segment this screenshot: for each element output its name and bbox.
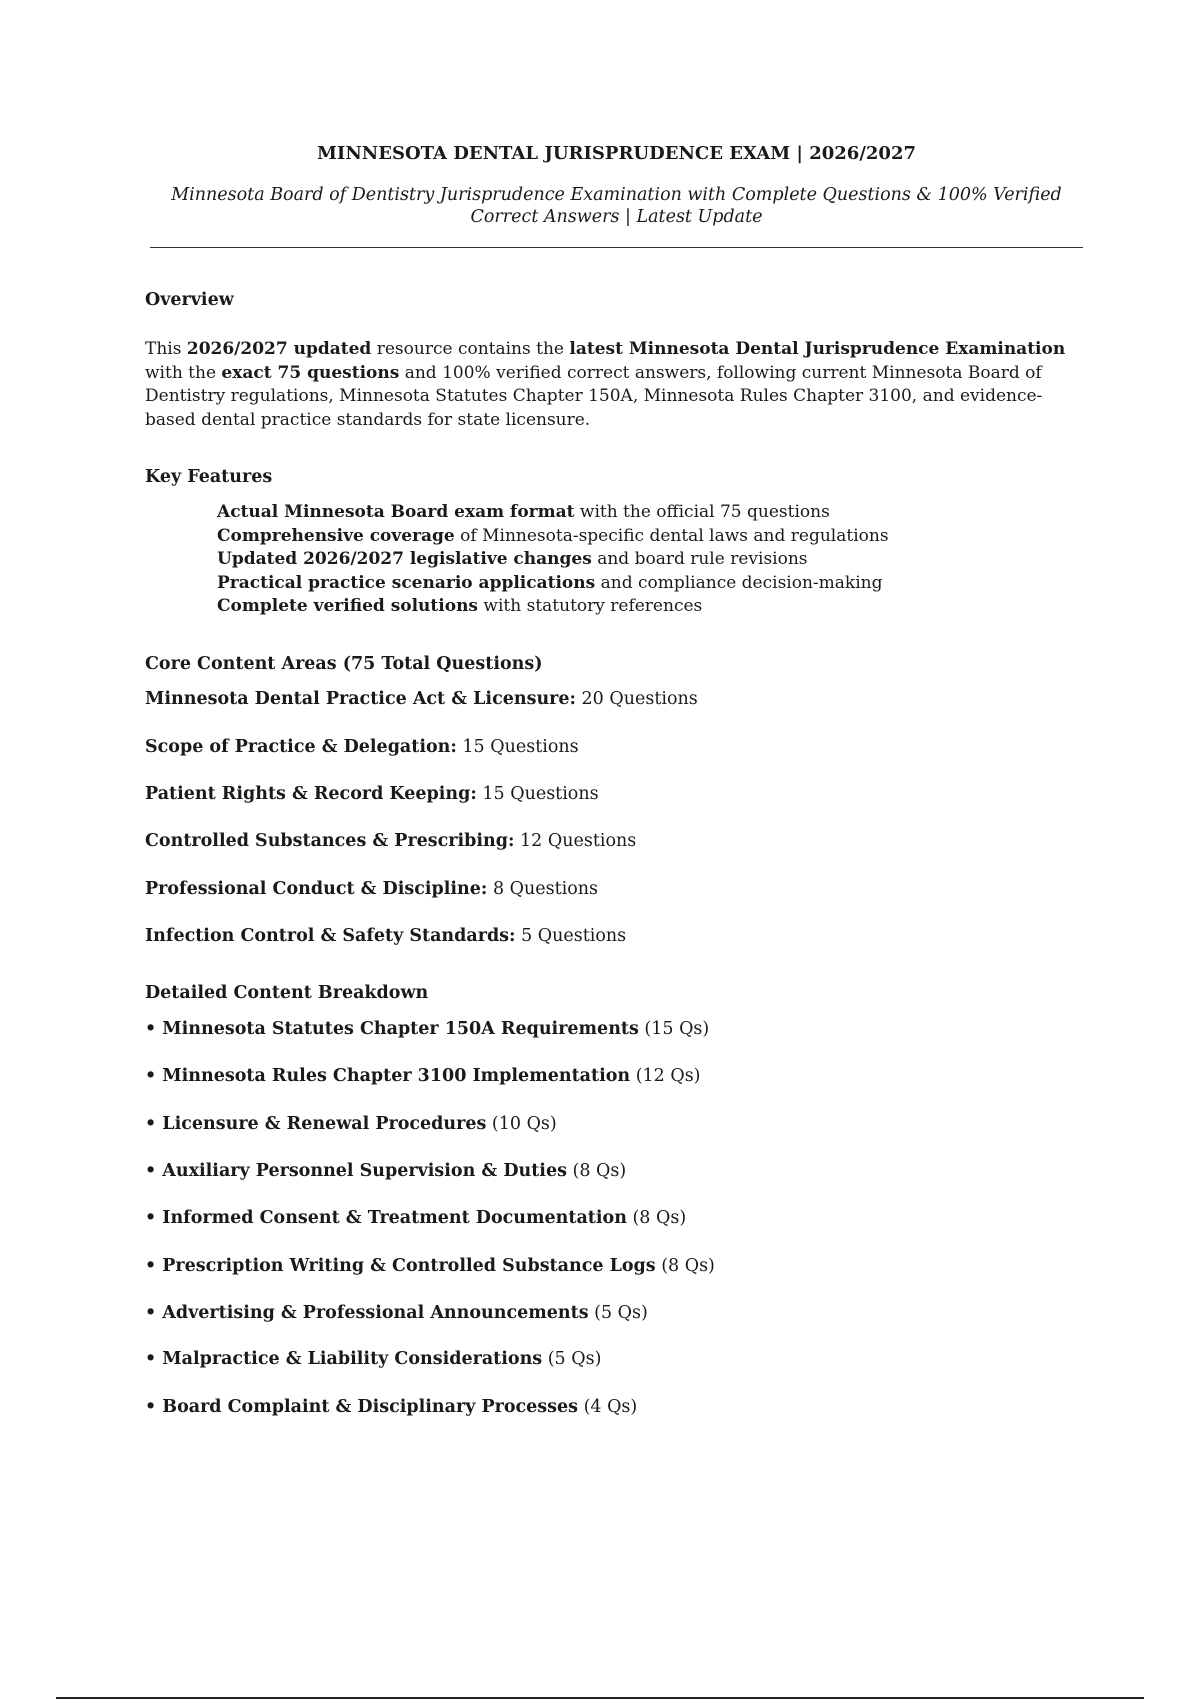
feature-bold: Actual Minnesota Board exam format — [217, 502, 575, 522]
breakdown-count: (8 Qs) — [566, 1161, 627, 1181]
feature-item — [217, 525, 1077, 549]
key-features-list — [217, 501, 1077, 619]
subtitle-line-1: Minnesota Board of Dentistry Jurisprudence Examination with Complete Questions & 100% Verified — [171, 185, 1062, 205]
breakdown-label: • Auxiliary Personnel Supervision & Duties — [145, 1161, 567, 1181]
feature-bold: Complete verified solutions — [217, 596, 479, 616]
core-area-item — [145, 879, 598, 899]
overview-text-4: and 100% verified correct answers, following current Minnesota Board of Dentistry regulations, Minnesota Statutes Chapter 150A, Minnesota Rules Chapter 3100, and evidence-based dental practice standards for state licensure. — [145, 362, 1043, 430]
breakdown-heading: Detailed Content Breakdown — [145, 983, 429, 1003]
feature-item — [217, 548, 1077, 572]
core-area-label: Minnesota Dental Practice Act & Licensure: — [145, 689, 576, 709]
feature-item — [217, 501, 1077, 525]
breakdown-label: • Board Complaint & Disciplinary Processes — [145, 1397, 578, 1417]
overview-paragraph — [145, 338, 1075, 432]
header-divider — [150, 247, 1083, 248]
overview-bold-1: 2026/2027 updated — [186, 339, 372, 359]
core-area-label: Infection Control & Safety Standards: — [145, 926, 516, 946]
feature-text: and board rule revisions — [591, 549, 808, 569]
document-subtitle — [150, 184, 1083, 228]
breakdown-item — [145, 1303, 648, 1323]
core-area-count: 15 Questions — [456, 737, 579, 757]
breakdown-label: • Malpractice & Liability Considerations — [145, 1349, 543, 1369]
feature-item — [217, 595, 1077, 619]
breakdown-count: (5 Qs) — [588, 1303, 648, 1323]
breakdown-label: • Advertising & Professional Announcements — [145, 1303, 589, 1323]
overview-heading: Overview — [145, 290, 234, 310]
breakdown-item — [145, 1161, 626, 1181]
core-area-count: 12 Questions — [514, 831, 637, 851]
breakdown-label: • Licensure & Renewal Procedures — [145, 1114, 487, 1134]
breakdown-item — [145, 1256, 715, 1276]
feature-bold: Comprehensive coverage — [217, 525, 455, 546]
core-areas-heading: Core Content Areas (75 Total Questions) — [145, 654, 543, 674]
breakdown-item — [145, 1114, 557, 1134]
feature-item — [217, 572, 1077, 596]
core-area-label: Scope of Practice & Delegation: — [145, 737, 457, 757]
breakdown-label: • Minnesota Rules Chapter 3100 Implementation — [145, 1066, 631, 1086]
feature-text: of Minnesota-specific dental laws and regulations — [454, 525, 889, 546]
breakdown-label: • Prescription Writing & Controlled Substance Logs — [145, 1256, 656, 1276]
breakdown-count: (10 Qs) — [486, 1114, 557, 1134]
breakdown-count: (12 Qs) — [630, 1066, 701, 1086]
core-area-label: Controlled Substances & Prescribing: — [145, 831, 515, 851]
breakdown-label: • Informed Consent & Treatment Documentation — [145, 1208, 627, 1228]
core-area-item — [145, 926, 626, 946]
core-area-label: Patient Rights & Record Keeping: — [145, 784, 477, 804]
breakdown-count: (8 Qs) — [626, 1208, 687, 1228]
breakdown-item — [145, 1349, 601, 1369]
overview-text-1: This — [145, 339, 187, 359]
core-area-count: 8 Questions — [487, 879, 599, 899]
document-title: MINNESOTA DENTAL JURISPRUDENCE EXAM | 2026/2027 — [316, 143, 917, 164]
core-area-count: 15 Questions — [476, 784, 599, 804]
breakdown-count: (15 Qs) — [638, 1019, 710, 1039]
breakdown-count: (4 Qs) — [578, 1397, 638, 1417]
breakdown-count: (5 Qs) — [542, 1349, 602, 1369]
footer-divider — [56, 1697, 1144, 1699]
feature-text: with statutory references — [478, 596, 703, 616]
core-area-count: 5 Questions — [515, 926, 627, 946]
core-area-item — [145, 784, 599, 804]
subtitle-line-2: Correct Answers | Latest Update — [470, 207, 763, 227]
core-area-item — [145, 831, 636, 851]
overview-text-3: with the — [145, 362, 222, 383]
breakdown-label: • Minnesota Statutes Chapter 150A Requirements — [145, 1019, 639, 1039]
feature-bold: Practical practice scenario applications — [217, 572, 596, 593]
core-area-item — [145, 689, 698, 709]
breakdown-item — [145, 1066, 701, 1086]
breakdown-count: (8 Qs) — [655, 1256, 715, 1276]
breakdown-item — [145, 1397, 637, 1417]
core-area-label: Professional Conduct & Discipline: — [145, 879, 488, 899]
overview-bold-3: exact 75 questions — [221, 362, 400, 383]
core-area-count: 20 Questions — [575, 689, 698, 709]
key-features-heading: Key Features — [145, 467, 273, 487]
breakdown-item — [145, 1019, 709, 1039]
feature-bold: Updated 2026/2027 legislative changes — [217, 549, 592, 569]
core-area-item — [145, 737, 579, 757]
overview-bold-2: latest Minnesota Dental Jurisprudence Examination — [569, 339, 1066, 359]
feature-text: with the official 75 questions — [574, 502, 830, 522]
overview-text-2: resource contains the — [371, 339, 570, 359]
feature-text: and compliance decision-making — [595, 572, 883, 593]
breakdown-item — [145, 1208, 686, 1228]
